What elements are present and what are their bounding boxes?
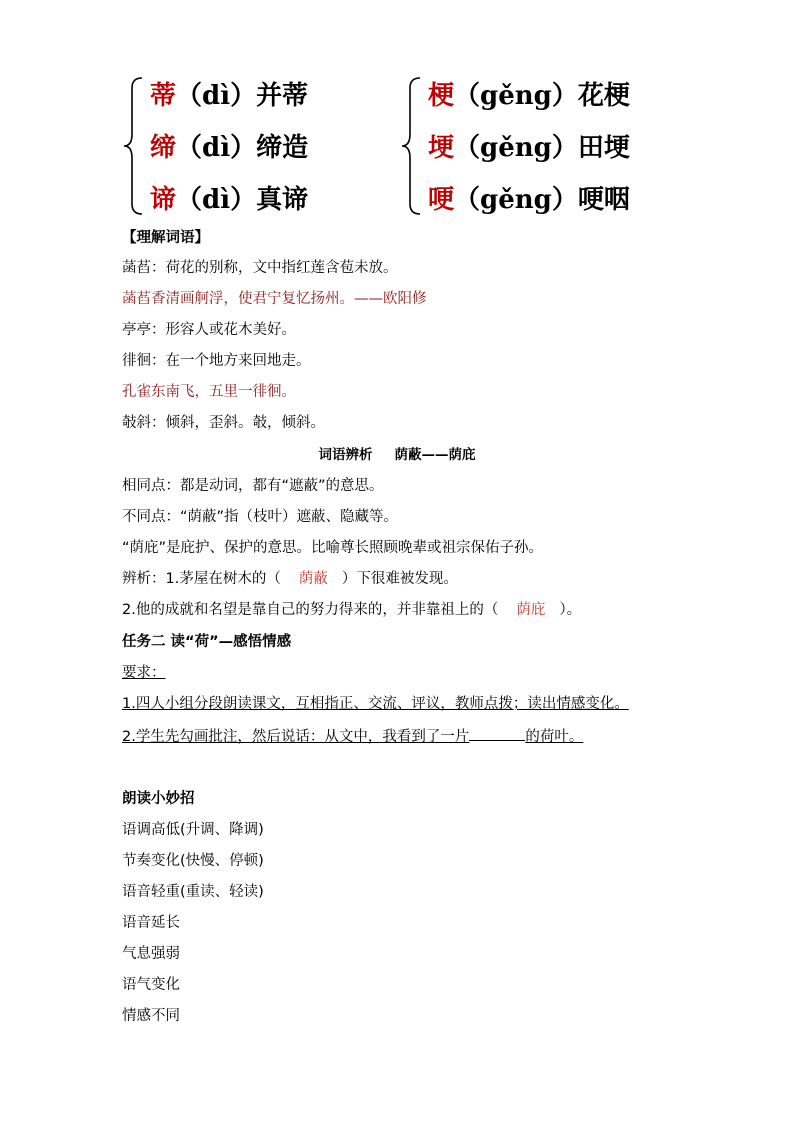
tips-item: 气息强弱 bbox=[122, 946, 180, 962]
analysis-diff: 不同点：“荫蔽”指（枝叶）遮蔽、隐藏等。 bbox=[122, 509, 399, 525]
word: 哽咽 bbox=[577, 185, 630, 215]
task2-item-text: 2.学生先勾画批注，然后说话：从文中，我看到了一片 bbox=[122, 729, 470, 745]
word: 真谛 bbox=[256, 185, 309, 215]
analysis-same: 相同点：都是动词，都有“遮蔽”的意思。 bbox=[122, 478, 384, 494]
vocab-line: 亭亭：形容人或花木美好。 bbox=[122, 322, 296, 338]
vocab-line: 菡萏：荷花的别称，文中指红莲含苞未放。 bbox=[122, 260, 398, 276]
character-row bbox=[150, 180, 308, 232]
character-row bbox=[428, 76, 630, 128]
task2-item-2 bbox=[122, 726, 583, 747]
vocab-heading: 【理解词语】 bbox=[122, 230, 209, 246]
character: 哽 bbox=[428, 185, 455, 215]
answer-text: 荫蔽 bbox=[298, 571, 328, 587]
left-brace-icon bbox=[122, 76, 146, 216]
tips-item: 语调高低(升调、降调) bbox=[122, 822, 264, 838]
analysis-title-a: 词语辨析 bbox=[318, 447, 373, 463]
fill-blank[interactable] bbox=[469, 726, 525, 741]
character: 蒂 bbox=[150, 81, 177, 111]
character-group-geng bbox=[400, 76, 660, 216]
character-row bbox=[428, 180, 630, 232]
vocab-quote: 菡萏香清画舸浮，使君宁复忆扬州。——欧阳修 bbox=[122, 291, 427, 307]
word: 花梗 bbox=[577, 81, 630, 111]
character: 梗 bbox=[428, 81, 455, 111]
question-text: 2.他的成就和名望是靠自己的努力得来的，并非靠祖上的（ bbox=[122, 602, 499, 618]
character-row bbox=[150, 128, 308, 180]
character-rows bbox=[428, 76, 630, 232]
character-group-di bbox=[122, 76, 362, 216]
analysis-question-1 bbox=[122, 569, 458, 589]
analysis-diff2: “荫庇”是庇护、保护的意思。比喻尊长照顾晚辈或祖宗保佑子孙。 bbox=[122, 540, 544, 556]
character-rows bbox=[150, 76, 308, 232]
left-brace-icon bbox=[400, 76, 424, 216]
pinyin: （dì） bbox=[176, 185, 257, 215]
question-text: ）下很难被发现。 bbox=[341, 571, 458, 587]
word: 缔造 bbox=[256, 133, 309, 163]
tips-item: 语音延长 bbox=[122, 915, 180, 931]
word: 并蒂 bbox=[256, 81, 309, 111]
pinyin: （dì） bbox=[176, 81, 257, 111]
task2-item-1: 1.四人小组分段朗读课文，互相指正、交流、评议，教师点拨；读出情感变化。 bbox=[122, 696, 629, 712]
task2-title: 任务二 读“荷”—感悟情感 bbox=[122, 634, 292, 650]
character-row bbox=[428, 128, 630, 180]
analysis-question-2 bbox=[122, 600, 581, 620]
question-text: 辨析：1.茅屋在树木的（ bbox=[122, 571, 281, 587]
character: 埂 bbox=[428, 133, 455, 163]
tips-item: 节奏变化(快慢、停顿) bbox=[122, 853, 264, 869]
vocab-line: 徘徊：在一个地方来回地走。 bbox=[122, 353, 311, 369]
vocab-quote: 孔雀东南飞，五里一徘徊。 bbox=[122, 384, 296, 400]
analysis-title bbox=[0, 445, 794, 465]
character: 缔 bbox=[150, 133, 177, 163]
character: 谛 bbox=[150, 185, 177, 215]
task2-item-text: 的荷叶。 bbox=[525, 729, 584, 745]
pinyin: （gěng） bbox=[454, 133, 578, 163]
tips-title: 朗读小妙招 bbox=[122, 791, 195, 807]
pinyin: （gěng） bbox=[454, 185, 578, 215]
tips-item: 情感不同 bbox=[122, 1008, 180, 1024]
task2-requirement: 要求： bbox=[122, 665, 166, 681]
analysis-title-b: 荫蔽——荫庇 bbox=[394, 447, 476, 463]
pinyin: （gěng） bbox=[454, 81, 578, 111]
tips-item: 语气变化 bbox=[122, 977, 180, 993]
question-text: ）。 bbox=[559, 602, 582, 618]
vocab-line: 攲斜：倾斜，歪斜。攲，倾斜。 bbox=[122, 415, 325, 431]
word: 田埂 bbox=[577, 133, 630, 163]
answer-text: 荫庇 bbox=[516, 602, 546, 618]
tips-item: 语音轻重(重读、轻读) bbox=[122, 884, 264, 900]
pinyin: （dì） bbox=[176, 133, 257, 163]
character-row bbox=[150, 76, 308, 128]
